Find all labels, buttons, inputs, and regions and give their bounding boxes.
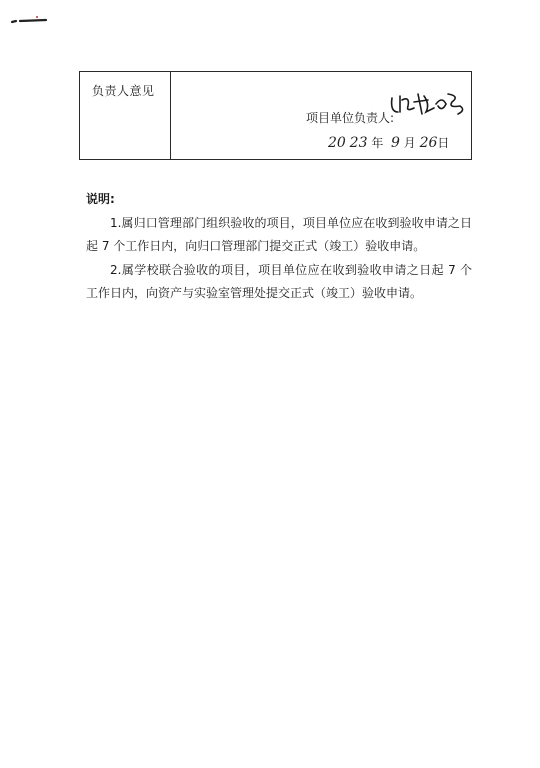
note-item-1: 1.属归口管理部门组织验收的项目，项目单位应在收到验收申请之日起 7 个工作日内，向归口管理部门提交正式（竣工）验收申请。 [86,215,472,253]
scan-mark [10,12,48,26]
table-divider [170,72,171,159]
notes-title: 说明: [86,192,115,206]
date-year-digits: 23 [349,135,368,151]
date-year-prefix: 20 [328,135,346,151]
opinion-table [79,71,472,160]
date-year-suffix: 年 [371,136,384,150]
sign-date [328,134,449,151]
responsible-opinion-label: 负责人意见 [92,84,155,98]
date-day: 26 [419,135,438,151]
project-leader-label: 项目单位负责人: [306,111,395,125]
date-month-suffix: 月 [403,136,416,150]
date-day-suffix: 日 [437,136,450,150]
date-month: 9 [390,135,400,151]
note-item-2: 2.属学校联合验收的项目，项目单位应在收到验收申请之日起 7 个工作日内，向资产与实验室管理处提交正式（竣工）验收申请。 [86,262,472,300]
handwritten-signature [388,90,470,120]
notes-section [86,188,472,306]
